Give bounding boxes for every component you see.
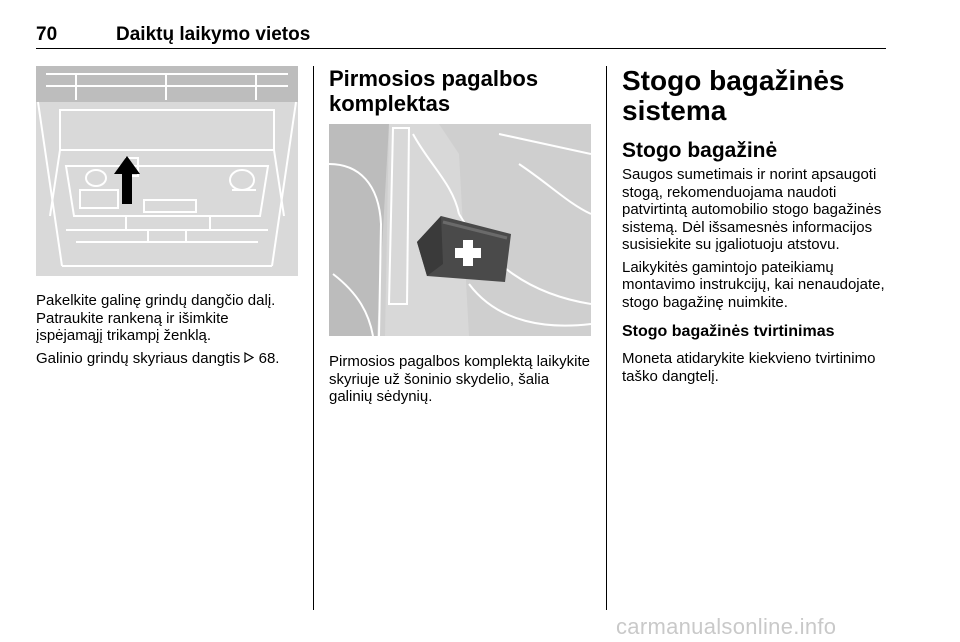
column-3: [622, 66, 890, 385]
page-header: [36, 18, 886, 52]
page-reference-icon: [244, 352, 254, 363]
page-title: Daiktų laikymo vietos: [116, 24, 311, 45]
reference-page: 68.: [258, 349, 280, 367]
watermark: carmanualsonline.info: [616, 614, 837, 639]
column-2: [329, 66, 591, 406]
paragraph-first-aid: Pirmosios pagalbos komplektą laikykite skyriuje už šoninio skydelio, šalia galinių sėdynių.: [329, 353, 590, 405]
subheading-roof-rack-mounting: Stogo bagažinės tvirtinimas: [622, 323, 835, 340]
paragraph-floor-cover-ref: [36, 350, 298, 368]
first-aid-kit-illustration: [329, 124, 591, 336]
header-divider: [36, 48, 886, 49]
paragraph-manufacturer-instructions: Laikykitės gamintojo pateikiamų montavimo instrukcijų, kai nenaudojate, stogo bagažinę nuimkite.: [622, 258, 885, 311]
subheading-roof-rack: Stogo bagažinė: [622, 139, 778, 162]
column-1: [36, 66, 298, 372]
paragraph-roof-rack-safety: Saugos sumetimais ir norint apsaugoti stogą, rekomenduojama naudoti patvirtintą automobilio stogo bagažinės sistemą. Dėl išsamesnės informacijos susisiekite su įgaliotuoju atstovu.: [622, 166, 882, 253]
section-heading-roof-rack-system: Stogo bagažinės sistema: [622, 65, 845, 126]
paragraph-remove-triangle: Pakelkite galinę grindų dangčio dalį. Patraukite rankeną ir išimkite įspėjamąjį trikampį ženklą.: [36, 292, 276, 344]
trunk-floor-illustration: [36, 66, 298, 276]
paragraph-open-covers: Moneta atidarykite kiekvieno tvirtinimo taško dangtelį.: [622, 350, 876, 385]
page-number: 70: [36, 24, 58, 45]
column-divider-1: [313, 66, 314, 610]
reference-text: Galinio grindų skyriaus dangtis: [36, 349, 241, 367]
section-heading-first-aid: Pirmosios pagalbos komplektas: [329, 66, 539, 116]
column-divider-2: [606, 66, 607, 610]
